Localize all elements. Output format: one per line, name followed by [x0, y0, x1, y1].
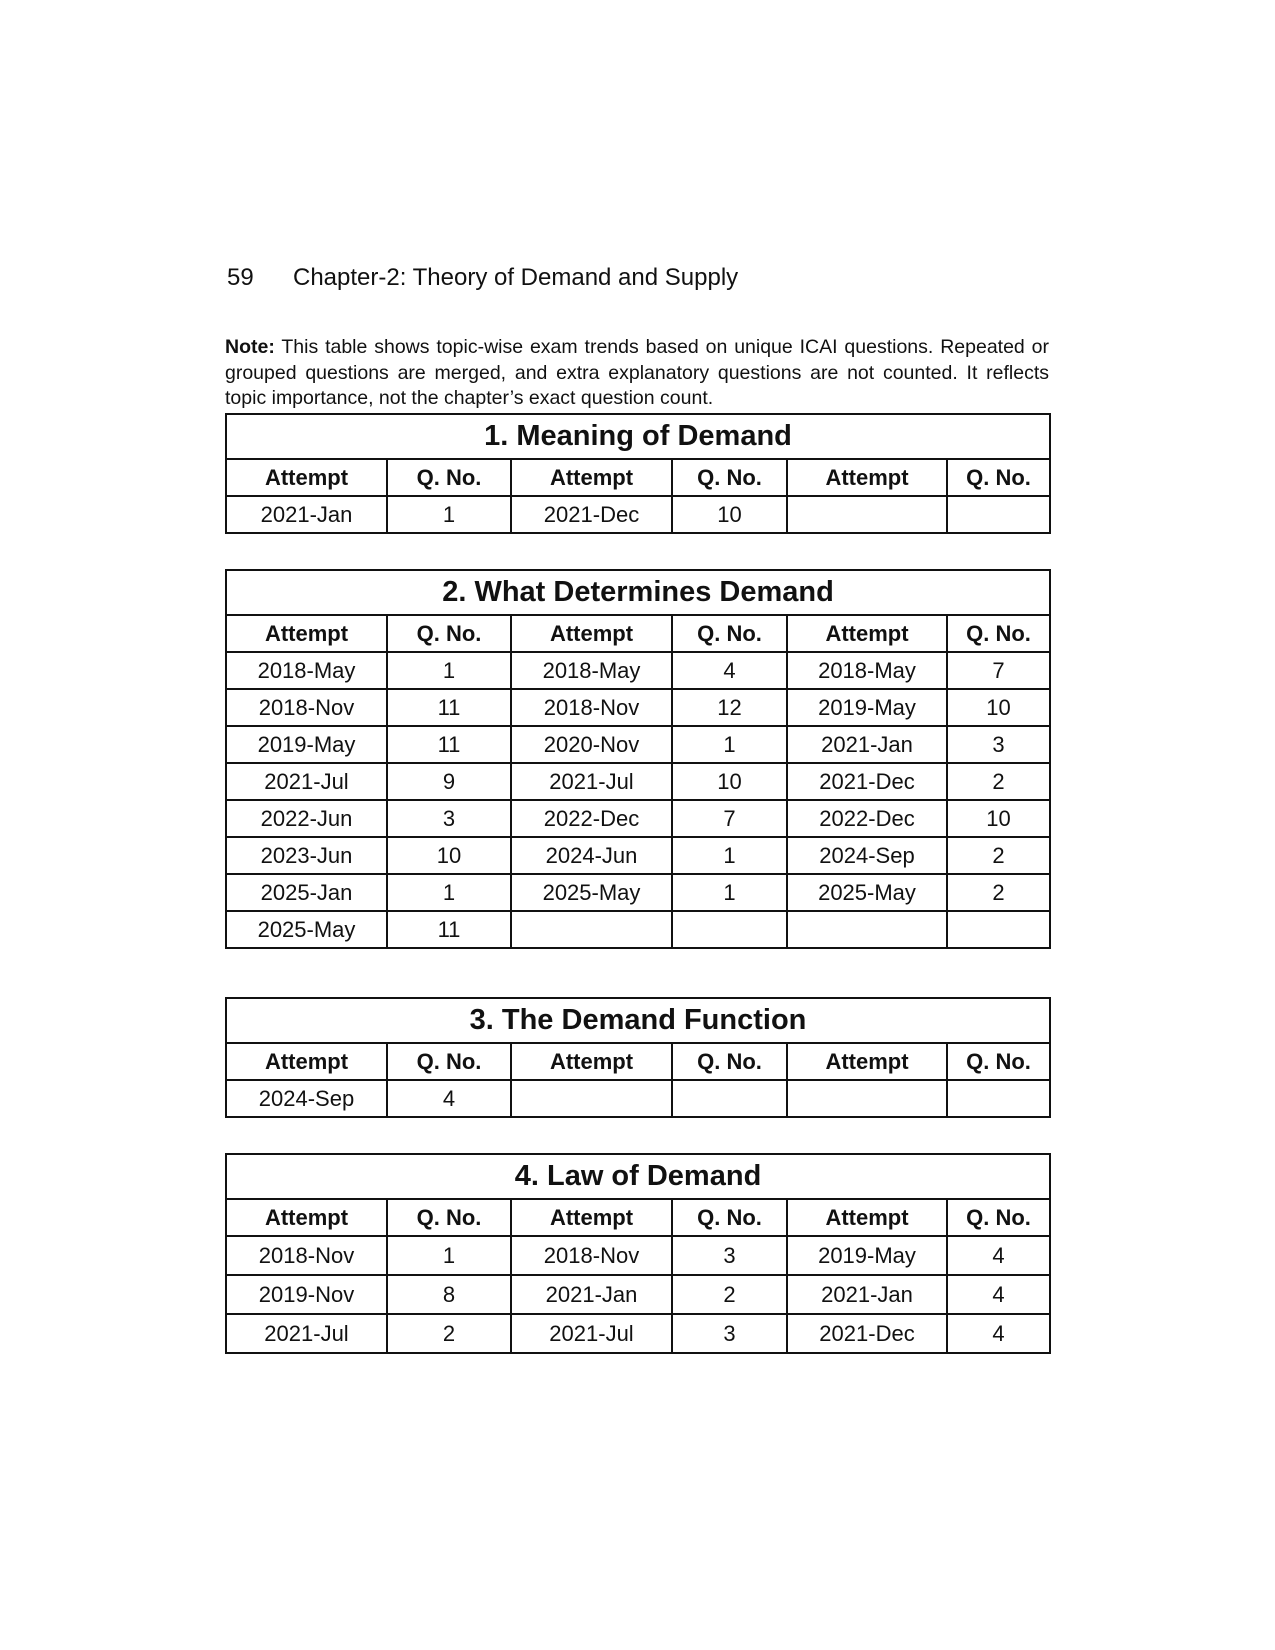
attempt-cell: 2023-Jun: [226, 837, 387, 874]
attempt-cell: 2025-May: [511, 874, 672, 911]
table-title: 2. What Determines Demand: [226, 570, 1050, 615]
table-row: [226, 837, 1050, 874]
question-number-cell: [947, 496, 1050, 533]
question-number-cell: 4: [387, 1080, 511, 1117]
question-number-cell: 1: [672, 874, 787, 911]
table-header-row: [226, 615, 1050, 652]
topic-table-what-determines-demand: [225, 569, 1051, 949]
table-row: [226, 496, 1050, 533]
question-number-cell: 3: [387, 800, 511, 837]
column-header-attempt: Attempt: [226, 1199, 387, 1236]
note-paragraph: [225, 335, 1049, 412]
attempt-cell: 2021-Jan: [226, 496, 387, 533]
column-header-question-number: Q. No.: [672, 1199, 787, 1236]
attempt-cell: 2021-Dec: [787, 763, 947, 800]
table-title: 1. Meaning of Demand: [226, 414, 1050, 459]
question-number-cell: 4: [947, 1236, 1050, 1275]
attempt-cell: 2021-Jul: [226, 763, 387, 800]
column-header-attempt: Attempt: [511, 615, 672, 652]
attempt-cell: 2019-Nov: [226, 1275, 387, 1314]
question-number-cell: [672, 1080, 787, 1117]
attempt-cell: 2021-Dec: [787, 1314, 947, 1353]
question-number-cell: 2: [947, 837, 1050, 874]
table-row: [226, 1236, 1050, 1275]
attempt-cell: [511, 911, 672, 948]
column-header-attempt: Attempt: [787, 1199, 947, 1236]
attempt-cell: 2022-Jun: [226, 800, 387, 837]
question-number-cell: 1: [672, 726, 787, 763]
column-header-attempt: Attempt: [511, 1199, 672, 1236]
question-number-cell: 2: [947, 874, 1050, 911]
attempt-cell: 2025-May: [787, 874, 947, 911]
attempt-cell: 2018-Nov: [226, 1236, 387, 1275]
attempt-cell: 2019-May: [787, 689, 947, 726]
attempt-cell: 2021-Jul: [226, 1314, 387, 1353]
question-number-cell: 11: [387, 911, 511, 948]
question-number-cell: [947, 911, 1050, 948]
table-row: [226, 726, 1050, 763]
attempt-cell: 2018-May: [511, 652, 672, 689]
attempt-cell: 2024-Jun: [511, 837, 672, 874]
table-title-row: [226, 414, 1050, 459]
attempt-cell: 2025-May: [226, 911, 387, 948]
table-row: [226, 652, 1050, 689]
column-header-question-number: Q. No.: [672, 1043, 787, 1080]
column-header-attempt: Attempt: [787, 1043, 947, 1080]
column-header-question-number: Q. No.: [672, 459, 787, 496]
attempt-cell: 2021-Jan: [787, 726, 947, 763]
topic-table-meaning-of-demand: [225, 413, 1051, 534]
attempt-cell: 2024-Sep: [226, 1080, 387, 1117]
column-header-question-number: Q. No.: [387, 1043, 511, 1080]
table-row: [226, 763, 1050, 800]
table-row: [226, 1275, 1050, 1314]
attempt-cell: 2021-Dec: [511, 496, 672, 533]
table-row: [226, 800, 1050, 837]
attempt-cell: 2018-May: [226, 652, 387, 689]
question-number-cell: 4: [947, 1314, 1050, 1353]
attempt-cell: [787, 911, 947, 948]
column-header-question-number: Q. No.: [387, 1199, 511, 1236]
topic-table-demand-function: [225, 997, 1051, 1118]
table-row: [226, 689, 1050, 726]
question-number-cell: 1: [387, 496, 511, 533]
table-title: 3. The Demand Function: [226, 998, 1050, 1043]
column-header-question-number: Q. No.: [387, 615, 511, 652]
question-number-cell: 10: [947, 800, 1050, 837]
attempt-cell: 2018-May: [787, 652, 947, 689]
question-number-cell: 11: [387, 726, 511, 763]
question-number-cell: 4: [672, 652, 787, 689]
note-label: Note:: [225, 336, 275, 358]
question-number-cell: [672, 911, 787, 948]
column-header-attempt: Attempt: [226, 615, 387, 652]
question-number-cell: 8: [387, 1275, 511, 1314]
attempt-cell: 2018-Nov: [511, 689, 672, 726]
attempt-cell: 2019-May: [787, 1236, 947, 1275]
column-header-question-number: Q. No.: [947, 1199, 1050, 1236]
question-number-cell: 9: [387, 763, 511, 800]
question-number-cell: 3: [672, 1236, 787, 1275]
table-row: [226, 874, 1050, 911]
table-row: [226, 1080, 1050, 1117]
question-number-cell: 10: [387, 837, 511, 874]
question-number-cell: 2: [672, 1275, 787, 1314]
column-header-question-number: Q. No.: [387, 459, 511, 496]
attempt-cell: [511, 1080, 672, 1117]
question-number-cell: 1: [387, 1236, 511, 1275]
column-header-attempt: Attempt: [226, 459, 387, 496]
question-number-cell: 1: [387, 652, 511, 689]
attempt-cell: [787, 1080, 947, 1117]
question-number-cell: 12: [672, 689, 787, 726]
question-number-cell: 10: [672, 496, 787, 533]
question-number-cell: 11: [387, 689, 511, 726]
column-header-attempt: Attempt: [511, 459, 672, 496]
attempt-cell: 2021-Jan: [787, 1275, 947, 1314]
question-number-cell: 7: [672, 800, 787, 837]
attempt-cell: 2022-Dec: [511, 800, 672, 837]
attempt-cell: 2022-Dec: [787, 800, 947, 837]
column-header-question-number: Q. No.: [672, 615, 787, 652]
table-row: [226, 1314, 1050, 1353]
question-number-cell: 1: [672, 837, 787, 874]
table-header-row: [226, 1199, 1050, 1236]
question-number-cell: 4: [947, 1275, 1050, 1314]
table-row: [226, 911, 1050, 948]
table-title: 4. Law of Demand: [226, 1154, 1050, 1199]
table-title-row: [226, 1154, 1050, 1199]
attempt-cell: [787, 496, 947, 533]
table-title-row: [226, 570, 1050, 615]
table-header-row: [226, 1043, 1050, 1080]
attempt-cell: 2025-Jan: [226, 874, 387, 911]
question-number-cell: 7: [947, 652, 1050, 689]
question-number-cell: 3: [947, 726, 1050, 763]
question-number-cell: [947, 1080, 1050, 1117]
question-number-cell: 10: [672, 763, 787, 800]
attempt-cell: 2021-Jan: [511, 1275, 672, 1314]
attempt-cell: 2019-May: [226, 726, 387, 763]
column-header-question-number: Q. No.: [947, 459, 1050, 496]
column-header-attempt: Attempt: [787, 615, 947, 652]
column-header-question-number: Q. No.: [947, 615, 1050, 652]
attempt-cell: 2018-Nov: [226, 689, 387, 726]
question-number-cell: 2: [387, 1314, 511, 1353]
question-number-cell: 2: [947, 763, 1050, 800]
page-header: [227, 264, 738, 292]
column-header-attempt: Attempt: [787, 459, 947, 496]
table-title-row: [226, 998, 1050, 1043]
question-number-cell: 10: [947, 689, 1050, 726]
question-number-cell: 1: [387, 874, 511, 911]
attempt-cell: 2020-Nov: [511, 726, 672, 763]
attempt-cell: 2021-Jul: [511, 763, 672, 800]
page-number: 59: [227, 264, 254, 291]
table-header-row: [226, 459, 1050, 496]
attempt-cell: 2024-Sep: [787, 837, 947, 874]
column-header-attempt: Attempt: [226, 1043, 387, 1080]
attempt-cell: 2021-Jul: [511, 1314, 672, 1353]
attempt-cell: 2018-Nov: [511, 1236, 672, 1275]
column-header-question-number: Q. No.: [947, 1043, 1050, 1080]
note-text: This table shows topic-wise exam trends based on unique ICAI questions. Repeated or grouped questions are merged, and extra explanatory questions are not counted. It reflects topic importance, not the chapter’s exact question count.: [225, 336, 1049, 409]
topic-table-law-of-demand: [225, 1153, 1051, 1354]
column-header-attempt: Attempt: [511, 1043, 672, 1080]
chapter-title: Chapter-2: Theory of Demand and Supply: [293, 264, 739, 291]
question-number-cell: 3: [672, 1314, 787, 1353]
